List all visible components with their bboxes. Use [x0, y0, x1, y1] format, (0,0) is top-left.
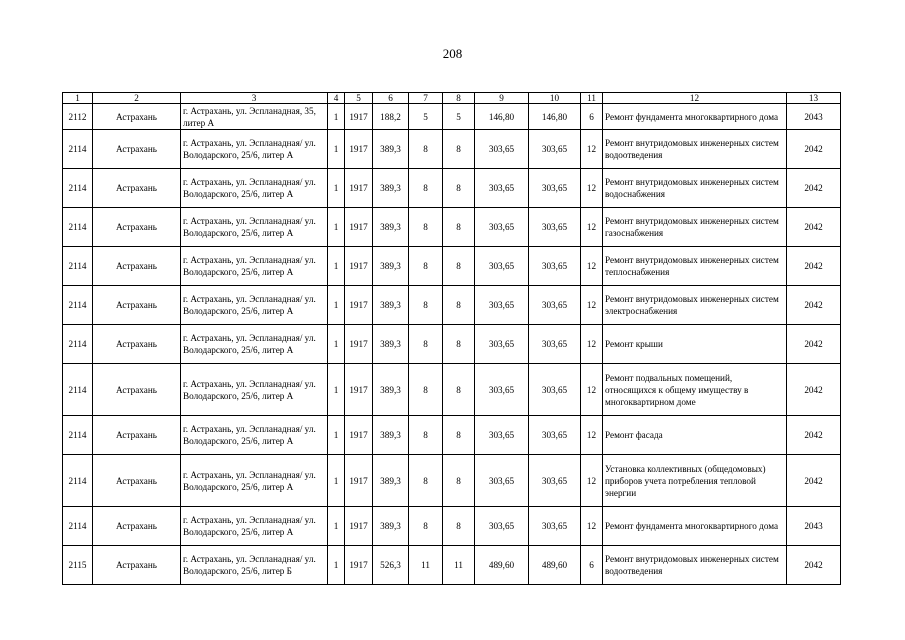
- registry-number: 2114: [63, 208, 93, 247]
- total-area: 389,3: [373, 130, 409, 169]
- planned-year: 2042: [787, 286, 841, 325]
- cell-col9: 303,65: [475, 364, 529, 416]
- work-type: Ремонт внутридомовых инженерных систем электроснабжения: [603, 286, 787, 325]
- cell-col7: 8: [409, 325, 443, 364]
- table-row: [63, 325, 841, 364]
- year-built: 1917: [345, 169, 373, 208]
- cell-col4: 1: [328, 130, 345, 169]
- cell-col9: 303,65: [475, 208, 529, 247]
- cell-col7: 5: [409, 104, 443, 130]
- registry-number: 2114: [63, 130, 93, 169]
- cell-col4: 1: [328, 247, 345, 286]
- address: г. Астрахань, ул. Эспланадная/ ул. Володарского, 25/6, литер А: [181, 325, 328, 364]
- planned-year: 2043: [787, 507, 841, 546]
- planned-year: 2042: [787, 130, 841, 169]
- work-type: Ремонт внутридомовых инженерных систем водоснабжения: [603, 169, 787, 208]
- municipality: Астрахань: [93, 416, 181, 455]
- planned-year: 2042: [787, 208, 841, 247]
- year-built: 1917: [345, 546, 373, 585]
- registry-number: 2115: [63, 546, 93, 585]
- column-number: 7: [409, 93, 443, 104]
- cell-col10: 303,65: [529, 416, 581, 455]
- cell-col8: 8: [443, 286, 475, 325]
- municipality: Астрахань: [93, 325, 181, 364]
- planned-year: 2042: [787, 247, 841, 286]
- work-type: Ремонт фундамента многоквартирного дома: [603, 507, 787, 546]
- year-built: 1917: [345, 455, 373, 507]
- address: г. Астрахань, ул. Эспланадная/ ул. Володарского, 25/6, литер А: [181, 286, 328, 325]
- cell-col8: 8: [443, 169, 475, 208]
- cell-col11: 12: [581, 286, 603, 325]
- cell-col9: 303,65: [475, 130, 529, 169]
- registry-number: 2112: [63, 104, 93, 130]
- column-number: 3: [181, 93, 328, 104]
- work-type: Ремонт крыши: [603, 325, 787, 364]
- table-row: [63, 130, 841, 169]
- total-area: 389,3: [373, 364, 409, 416]
- cell-col11: 12: [581, 416, 603, 455]
- column-number: 10: [529, 93, 581, 104]
- cell-col9: 303,65: [475, 455, 529, 507]
- total-area: 389,3: [373, 416, 409, 455]
- municipality: Астрахань: [93, 546, 181, 585]
- cell-col8: 11: [443, 546, 475, 585]
- cell-col4: 1: [328, 325, 345, 364]
- column-number: 2: [93, 93, 181, 104]
- address: г. Астрахань, ул. Эспланадная/ ул. Володарского, 25/6, литер А: [181, 208, 328, 247]
- column-number: 11: [581, 93, 603, 104]
- column-number: 5: [345, 93, 373, 104]
- year-built: 1917: [345, 286, 373, 325]
- cell-col11: 12: [581, 455, 603, 507]
- cell-col11: 6: [581, 546, 603, 585]
- registry-number: 2114: [63, 169, 93, 208]
- year-built: 1917: [345, 325, 373, 364]
- cell-col4: 1: [328, 455, 345, 507]
- column-number: 4: [328, 93, 345, 104]
- table-row: [63, 455, 841, 507]
- cell-col10: 303,65: [529, 364, 581, 416]
- work-type: Ремонт внутридомовых инженерных систем теплоснабжения: [603, 247, 787, 286]
- planned-year: 2042: [787, 169, 841, 208]
- address: г. Астрахань, ул. Эспланадная/ ул. Володарского, 25/6, литер А: [181, 169, 328, 208]
- cell-col9: 303,65: [475, 325, 529, 364]
- cell-col4: 1: [328, 286, 345, 325]
- address: г. Астрахань, ул. Эспланадная/ ул. Володарского, 25/6, литер А: [181, 130, 328, 169]
- work-type: Ремонт подвальных помещений, относящихся к общему имуществу в многоквартирном доме: [603, 364, 787, 416]
- cell-col11: 12: [581, 169, 603, 208]
- year-built: 1917: [345, 507, 373, 546]
- cell-col10: 303,65: [529, 507, 581, 546]
- address: г. Астрахань, ул. Эспланадная/ ул. Володарского, 25/6, литер А: [181, 364, 328, 416]
- cell-col8: 8: [443, 416, 475, 455]
- total-area: 389,3: [373, 247, 409, 286]
- planned-year: 2042: [787, 546, 841, 585]
- address: г. Астрахань, ул. Эспланадная/ ул. Володарского, 25/6, литер А: [181, 455, 328, 507]
- address: г. Астрахань, ул. Эспланадная/ ул. Володарского, 25/6, литер А: [181, 247, 328, 286]
- page-number: 208: [442, 46, 463, 61]
- municipality: Астрахань: [93, 104, 181, 130]
- total-area: 389,3: [373, 208, 409, 247]
- table-row: [63, 104, 841, 130]
- column-number: 13: [787, 93, 841, 104]
- cell-col8: 8: [443, 364, 475, 416]
- year-built: 1917: [345, 364, 373, 416]
- cell-col7: 11: [409, 546, 443, 585]
- cell-col9: 146,80: [475, 104, 529, 130]
- total-area: 389,3: [373, 325, 409, 364]
- cell-col7: 8: [409, 364, 443, 416]
- municipality: Астрахань: [93, 247, 181, 286]
- cell-col9: 303,65: [475, 169, 529, 208]
- cell-col8: 8: [443, 325, 475, 364]
- registry-number: 2114: [63, 247, 93, 286]
- registry-number: 2114: [63, 507, 93, 546]
- address: г. Астрахань, ул. Эспланадная/ ул. Володарского, 25/6, литер А: [181, 507, 328, 546]
- cell-col7: 8: [409, 286, 443, 325]
- cell-col10: 303,65: [529, 455, 581, 507]
- cell-col10: 303,65: [529, 286, 581, 325]
- address: г. Астрахань, ул. Эспланадная, 35, литер А: [181, 104, 328, 130]
- cell-col10: 303,65: [529, 208, 581, 247]
- column-number-row: [63, 93, 841, 104]
- cell-col4: 1: [328, 364, 345, 416]
- address: г. Астрахань, ул. Эспланадная/ ул. Володарского, 25/6, литер Б: [181, 546, 328, 585]
- cell-col9: 303,65: [475, 416, 529, 455]
- cell-col11: 12: [581, 364, 603, 416]
- table-row: [63, 169, 841, 208]
- cell-col9: 489,60: [475, 546, 529, 585]
- cell-col4: 1: [328, 546, 345, 585]
- municipality: Астрахань: [93, 364, 181, 416]
- cell-col7: 8: [409, 247, 443, 286]
- municipality: Астрахань: [93, 286, 181, 325]
- planned-year: 2043: [787, 104, 841, 130]
- cell-col10: 146,80: [529, 104, 581, 130]
- planned-year: 2042: [787, 416, 841, 455]
- table-row: [63, 286, 841, 325]
- municipality: Астрахань: [93, 130, 181, 169]
- cell-col7: 8: [409, 507, 443, 546]
- year-built: 1917: [345, 416, 373, 455]
- cell-col4: 1: [328, 104, 345, 130]
- planned-year: 2042: [787, 455, 841, 507]
- cell-col8: 8: [443, 455, 475, 507]
- registry-number: 2114: [63, 364, 93, 416]
- cell-col7: 8: [409, 416, 443, 455]
- cell-col8: 8: [443, 247, 475, 286]
- year-built: 1917: [345, 247, 373, 286]
- work-type: Ремонт внутридомовых инженерных систем водоотведения: [603, 546, 787, 585]
- table-body: [63, 104, 841, 585]
- total-area: 389,3: [373, 455, 409, 507]
- cell-col4: 1: [328, 169, 345, 208]
- planned-year: 2042: [787, 364, 841, 416]
- table-row: [63, 416, 841, 455]
- column-number: 8: [443, 93, 475, 104]
- cell-col11: 12: [581, 325, 603, 364]
- cell-col10: 303,65: [529, 130, 581, 169]
- cell-col7: 8: [409, 169, 443, 208]
- municipality: Астрахань: [93, 455, 181, 507]
- cell-col9: 303,65: [475, 507, 529, 546]
- work-type: Установка коллективных (общедомовых) приборов учета потребления тепловой энергии: [603, 455, 787, 507]
- total-area: 389,3: [373, 286, 409, 325]
- cell-col10: 303,65: [529, 169, 581, 208]
- cell-col8: 8: [443, 208, 475, 247]
- cell-col4: 1: [328, 507, 345, 546]
- registry-number: 2114: [63, 286, 93, 325]
- planned-year: 2042: [787, 325, 841, 364]
- address: г. Астрахань, ул. Эспланадная/ ул. Володарского, 25/6, литер А: [181, 416, 328, 455]
- cell-col9: 303,65: [475, 247, 529, 286]
- registry-number: 2114: [63, 455, 93, 507]
- municipality: Астрахань: [93, 169, 181, 208]
- total-area: 526,3: [373, 546, 409, 585]
- cell-col11: 12: [581, 247, 603, 286]
- cell-col10: 303,65: [529, 247, 581, 286]
- work-type: Ремонт внутридомовых инженерных систем газоснабжения: [603, 208, 787, 247]
- repair-schedule-table: [62, 92, 841, 585]
- work-type: Ремонт фундамента многоквартирного дома: [603, 104, 787, 130]
- year-built: 1917: [345, 104, 373, 130]
- work-type: Ремонт фасада: [603, 416, 787, 455]
- cell-col4: 1: [328, 208, 345, 247]
- cell-col11: 6: [581, 104, 603, 130]
- cell-col8: 8: [443, 130, 475, 169]
- cell-col10: 303,65: [529, 325, 581, 364]
- registry-number: 2114: [63, 416, 93, 455]
- cell-col7: 8: [409, 455, 443, 507]
- table-row: [63, 247, 841, 286]
- column-number: 1: [63, 93, 93, 104]
- column-number: 12: [603, 93, 787, 104]
- column-number: 6: [373, 93, 409, 104]
- total-area: 389,3: [373, 169, 409, 208]
- table-row: [63, 546, 841, 585]
- total-area: 188,2: [373, 104, 409, 130]
- total-area: 389,3: [373, 507, 409, 546]
- table-row: [63, 364, 841, 416]
- column-number: 9: [475, 93, 529, 104]
- cell-col4: 1: [328, 416, 345, 455]
- cell-col11: 12: [581, 507, 603, 546]
- year-built: 1917: [345, 130, 373, 169]
- table-row: [63, 208, 841, 247]
- cell-col11: 12: [581, 208, 603, 247]
- cell-col7: 8: [409, 208, 443, 247]
- cell-col7: 8: [409, 130, 443, 169]
- work-type: Ремонт внутридомовых инженерных систем водоотведения: [603, 130, 787, 169]
- municipality: Астрахань: [93, 208, 181, 247]
- cell-col11: 12: [581, 130, 603, 169]
- registry-number: 2114: [63, 325, 93, 364]
- year-built: 1917: [345, 208, 373, 247]
- municipality: Астрахань: [93, 507, 181, 546]
- cell-col8: 8: [443, 507, 475, 546]
- cell-col9: 303,65: [475, 286, 529, 325]
- table-row: [63, 507, 841, 546]
- cell-col10: 489,60: [529, 546, 581, 585]
- cell-col8: 5: [443, 104, 475, 130]
